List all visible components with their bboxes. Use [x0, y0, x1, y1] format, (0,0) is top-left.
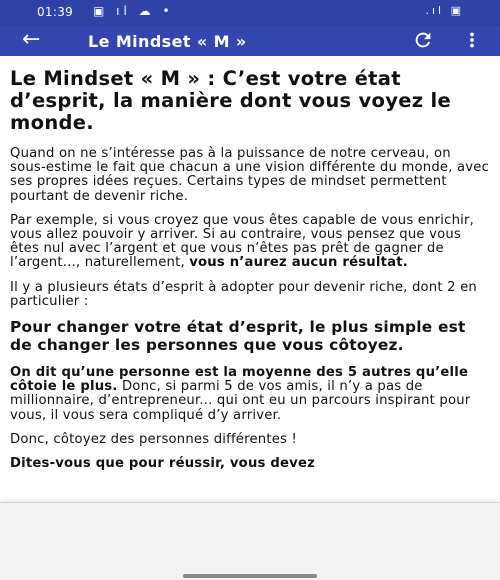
status-notification-icons: ▣ ıl ☁ •: [93, 4, 174, 18]
page-title: Le Mindset « M »: [88, 32, 247, 51]
paragraph-example: [10, 214, 490, 271]
paragraph-example-bold: vous n’aurez aucun résultat.: [189, 255, 408, 271]
refresh-icon[interactable]: [412, 29, 434, 51]
paragraph-cut-off-bold: Dites-vous que pour réussir, vous devez: [10, 456, 315, 472]
status-time: 01:39: [37, 5, 74, 19]
paragraph-average-bold: On dit qu’une personne est la moyenne des 5 autres qu’elle côtoie le plus.: [10, 365, 469, 395]
article-content: [10, 68, 490, 502]
app-bar: [0, 26, 500, 56]
system-navigation-bar: [0, 564, 500, 580]
arrow-left-icon[interactable]: ←: [22, 27, 41, 52]
article-subheading: Pour changer votre état d’esprit, le plus simple est de changer les personnes que vous côtoyez.: [10, 318, 466, 354]
paragraph-states: Il y a plusieurs états d’esprit à adopter pour devenir riche, dont 2 en particulier :: [10, 279, 477, 309]
home-gesture-handle[interactable]: [183, 574, 317, 578]
article-heading: Le Mindset « M » : C’est votre état d’esprit, la manière dont vous voyez le monde.: [10, 68, 452, 134]
paragraph-conclusion: Donc, côtoyez des personnes différentes !: [10, 431, 297, 447]
paragraph-average-text: Donc, si parmi 5 de vos amis, il n’y a pas de millionnaire, d’entrepreneur... qui ont eu un parcours inspirant pour vous, il vous sera compliqué d’y arriver.: [10, 379, 471, 423]
paragraph-example-text: Par exemple, si vous croyez que vous êtes capable de vous enrichir, vous allez pouvoir y arriver. Si au contraire, vous pensez que vous êtes nul avec l’argent et que vous n’êtes pas prêt de gagner de l’argent..., naturellement,: [10, 212, 475, 271]
paragraph-average: [10, 366, 490, 423]
paragraph-cut-off: [10, 457, 490, 471]
more-vertical-icon[interactable]: [464, 29, 480, 51]
bottom-banner-area: [0, 502, 500, 564]
paragraph-intro: Quand on ne s’intéresse pas à la puissance de notre cerveau, on sous-estime le fait que chacun a une vision différente du monde, avec ses propres idées reçues. Certains types de mindset permettent pourtant de devenir riche.: [10, 146, 490, 204]
status-bar: [0, 0, 500, 26]
status-signal-battery-icons: .ıl ▣: [425, 4, 464, 17]
